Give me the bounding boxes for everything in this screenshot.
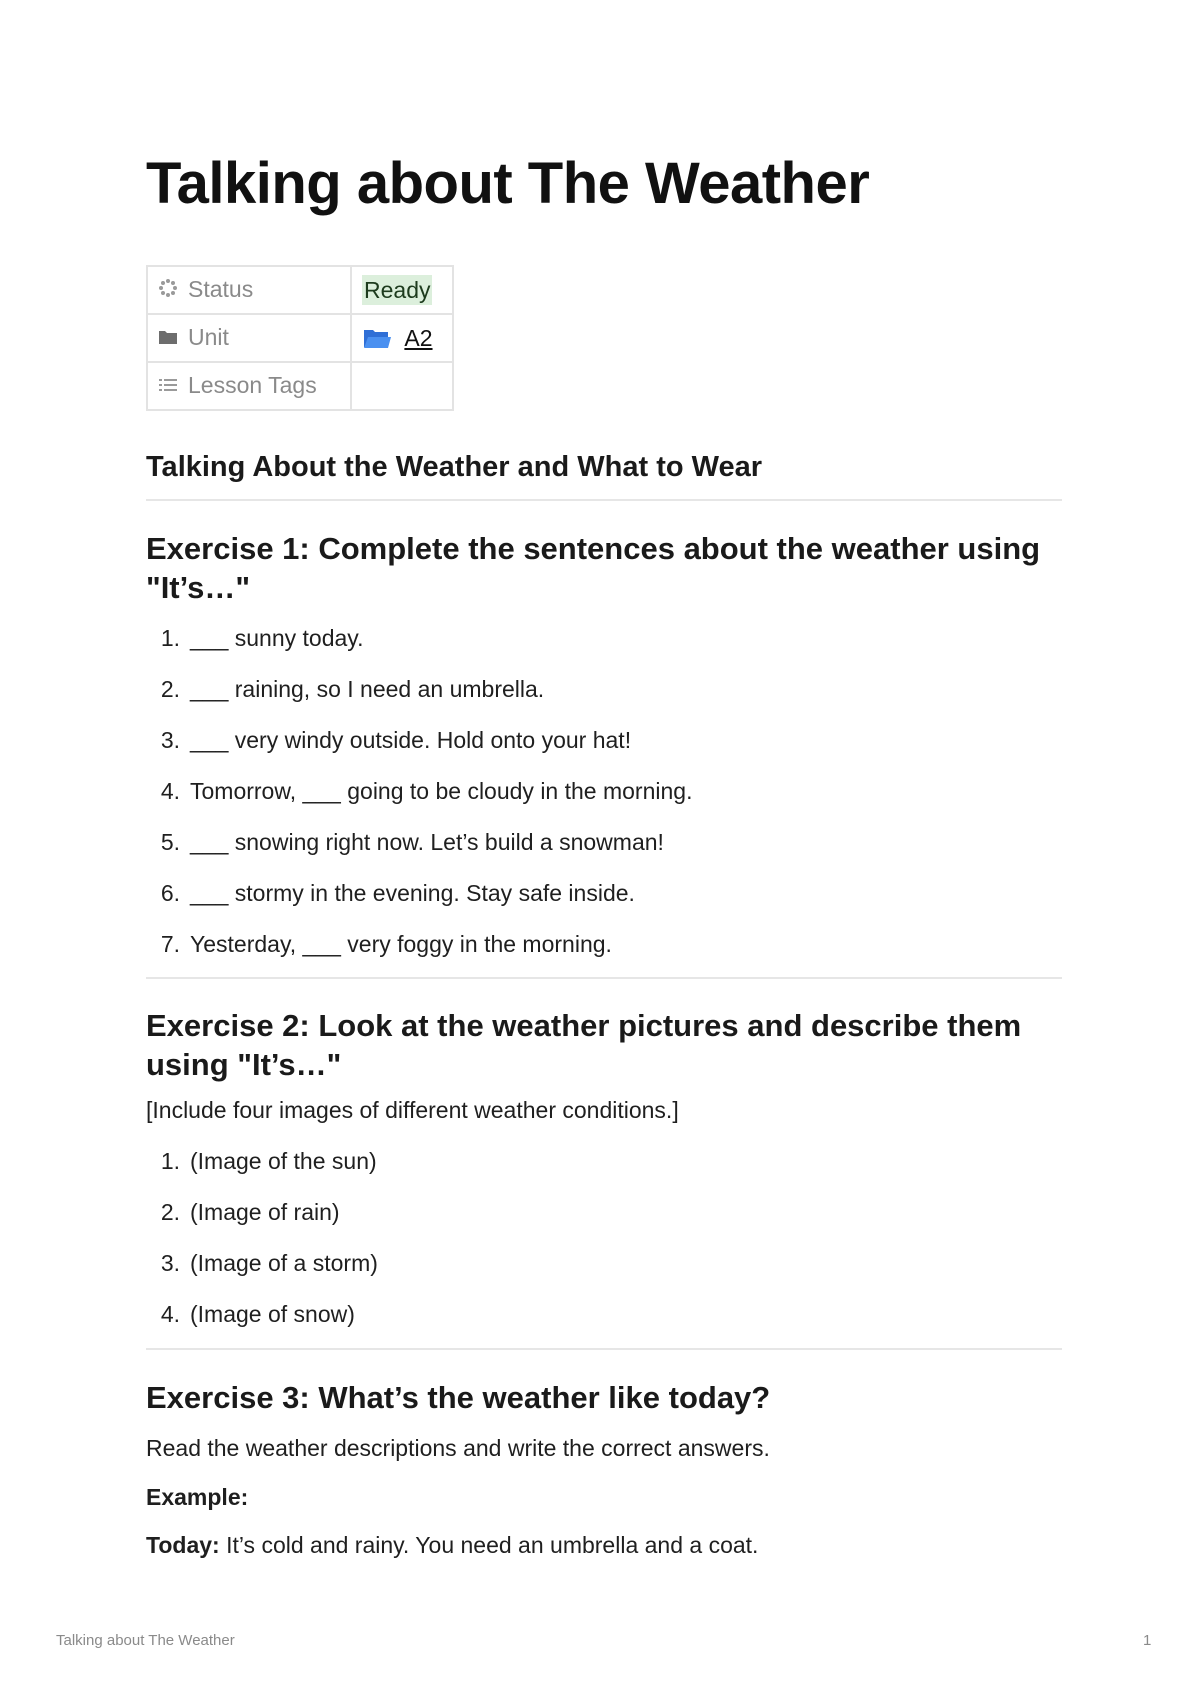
properties-table: [146, 265, 454, 411]
status-label: Status: [188, 275, 254, 302]
list-icon: [158, 373, 180, 400]
list-item: 4. Tomorrow, ___ going to be cloudy in the morning.: [160, 778, 693, 804]
list-item: 3. ___ very windy outside. Hold onto your hat!: [160, 727, 632, 753]
divider: [146, 1348, 1062, 1350]
list-item: 2. (Image of rain): [160, 1199, 340, 1225]
list-item: 3. (Image of a storm): [160, 1250, 378, 1276]
folder-icon: [158, 325, 180, 352]
exercise2-note: [Include four images of different weather conditions.]: [146, 1097, 679, 1123]
list-item: 2. ___ raining, so I need an umbrella.: [160, 676, 545, 702]
unit-link[interactable]: A2: [404, 324, 433, 351]
today-label: Today:: [146, 1532, 220, 1558]
exercise3-heading: Exercise 3: What’s the weather like today?: [146, 1380, 771, 1415]
exercise1-list: [146, 613, 692, 970]
divider: [146, 977, 1062, 979]
footer-page-number: 1: [1143, 1632, 1152, 1649]
divider: [146, 499, 1062, 501]
footer-doc-title: Talking about The Weather: [56, 1632, 235, 1649]
list-item: 7. Yesterday, ___ very foggy in the morning.: [160, 931, 612, 957]
example-label: Example:: [146, 1484, 249, 1510]
exercise3-instruction: Read the weather descriptions and write the correct answers.: [146, 1435, 770, 1461]
status-badge[interactable]: Ready: [364, 276, 431, 303]
lesson-tags-label: Lesson Tags: [188, 371, 317, 398]
list-item: 1. (Image of the sun): [160, 1148, 377, 1174]
page-title: Talking about The Weather: [146, 151, 870, 216]
status-icon: [158, 277, 180, 304]
property-row-status[interactable]: [147, 266, 453, 314]
exercise1-heading: Exercise 1: Complete the sentences about the weather using "It’s…": [146, 531, 1041, 605]
section-heading: Talking About the Weather and What to Wear: [146, 451, 763, 483]
unit-label: Unit: [188, 323, 229, 350]
exercise2-heading: Exercise 2: Look at the weather pictures and describe them using "It’s…": [146, 1008, 1022, 1082]
example-today: [146, 1532, 758, 1559]
property-row-lesson-tags[interactable]: [147, 362, 453, 410]
list-item: 1. ___ sunny today.: [160, 625, 364, 651]
property-row-unit[interactable]: [147, 314, 453, 362]
today-text: It’s cold and rainy. You need an umbrella and a coat.: [219, 1532, 759, 1558]
lesson-tags-value[interactable]: [351, 362, 453, 410]
list-item: 5. ___ snowing right now. Let’s build a snowman!: [160, 829, 664, 855]
list-item: 6. ___ stormy in the evening. Stay safe inside.: [160, 880, 635, 906]
exercise2-list: [146, 1136, 378, 1340]
open-folder-icon: [362, 325, 398, 351]
list-item: 4. (Image of snow): [160, 1301, 355, 1327]
